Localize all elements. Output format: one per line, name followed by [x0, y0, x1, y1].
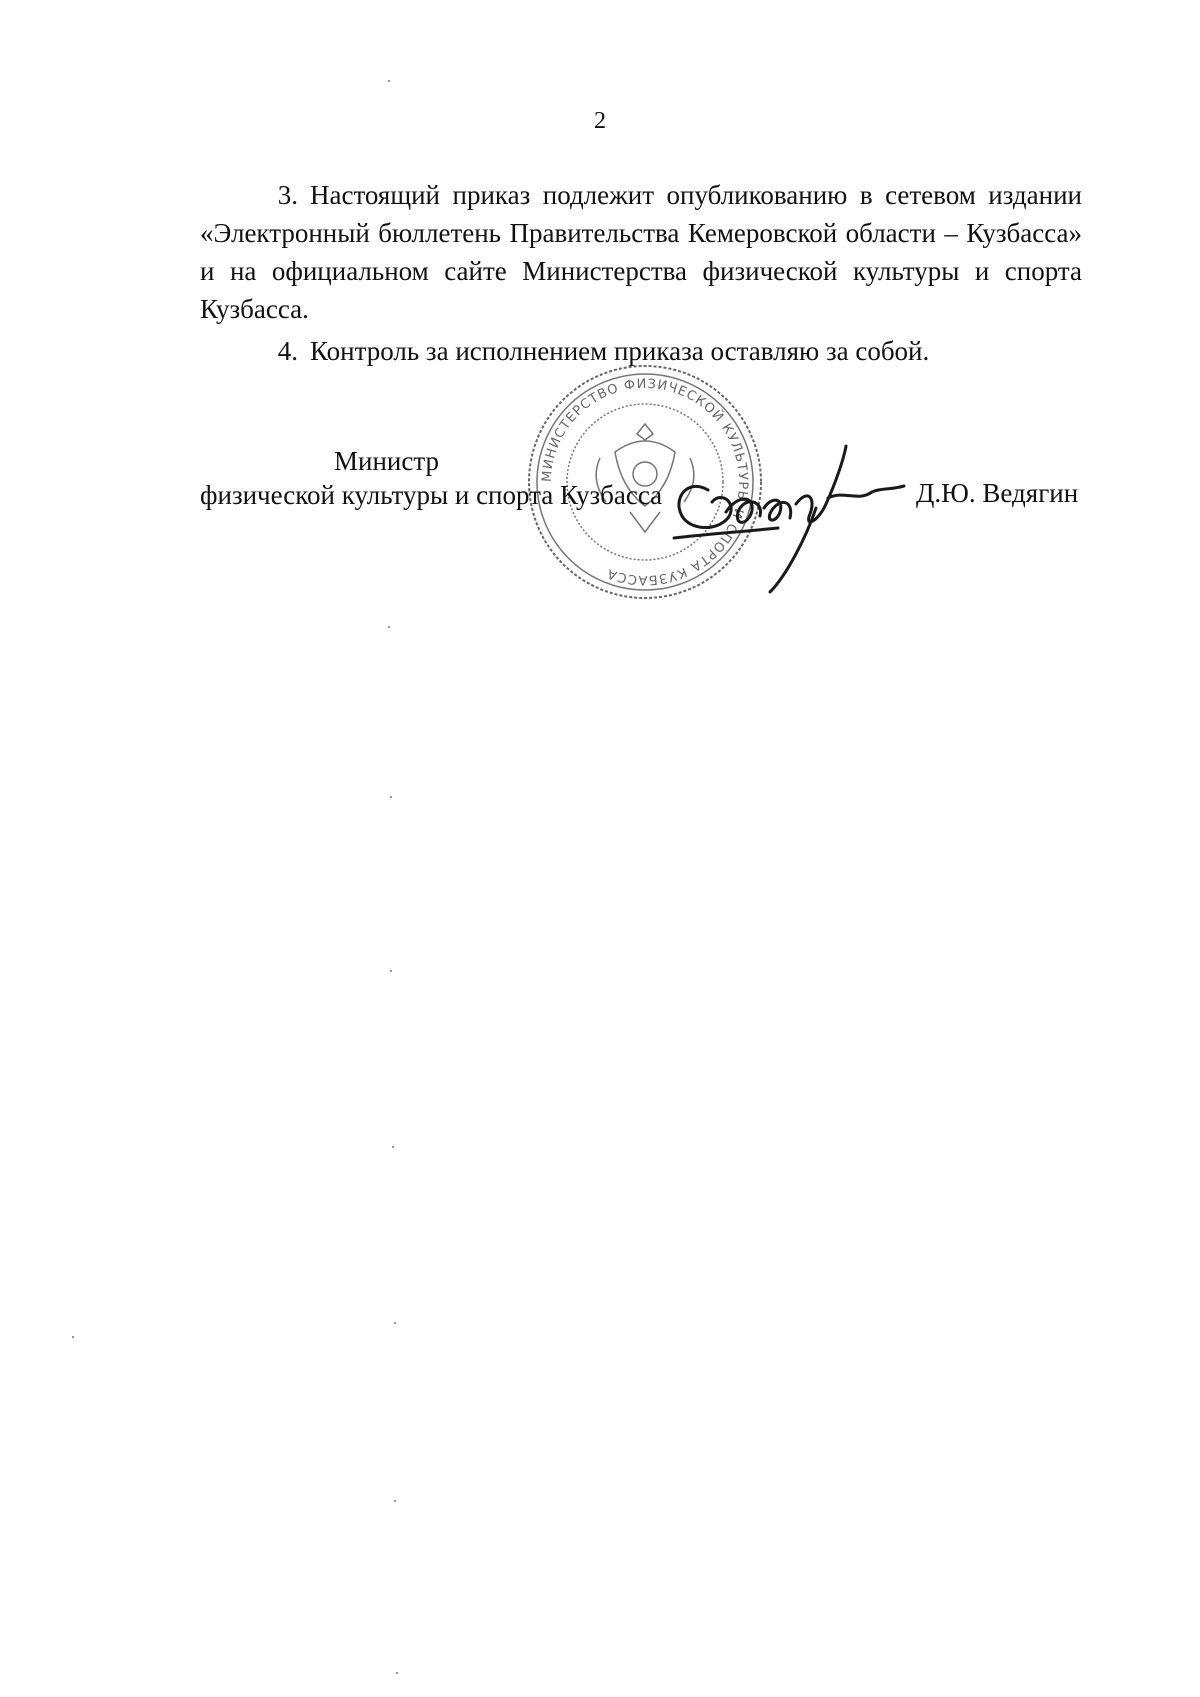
body-text: [200, 176, 1082, 374]
scan-speck: [388, 626, 390, 628]
scan-speck: [390, 970, 392, 972]
scan-speck: [392, 1146, 394, 1148]
signatory-ministry: физической культуры и спорта Кузбасса: [200, 480, 663, 510]
scan-speck: [390, 796, 392, 798]
signatory-name: Д.Ю. Ведягин: [916, 478, 1079, 508]
paragraph-text: Настоящий приказ подлежит опубликованию в сетевом издании «Электронный бюллетень Правительства Кемеровской области – Кузбасса» и на официальном сайте Министерства физической культуры и спорта Кузбасса.: [200, 180, 1082, 324]
paragraph-text: Контроль за исполнением приказа оставляю за собой.: [310, 336, 930, 366]
seal-ring-text: МИНИСТЕРСТВО ФИЗИЧЕСКОЙ КУЛЬТУРЫ И СПОРТА КУЗБАССА: [539, 376, 751, 588]
handwritten-signature: [668, 438, 908, 598]
scan-speck: [396, 1672, 398, 1674]
scan-speck: [394, 1322, 396, 1324]
scan-speck: [388, 80, 390, 82]
paragraph-3: [200, 176, 1082, 328]
signatory-position: Министр: [334, 446, 439, 476]
signatory-title: [200, 444, 662, 512]
paragraph-number: 3.: [277, 180, 298, 210]
scan-speck: [72, 1336, 74, 1338]
scan-speck: [394, 1500, 396, 1502]
page-number: 2: [594, 108, 606, 134]
paragraph-number: 4.: [277, 336, 298, 366]
